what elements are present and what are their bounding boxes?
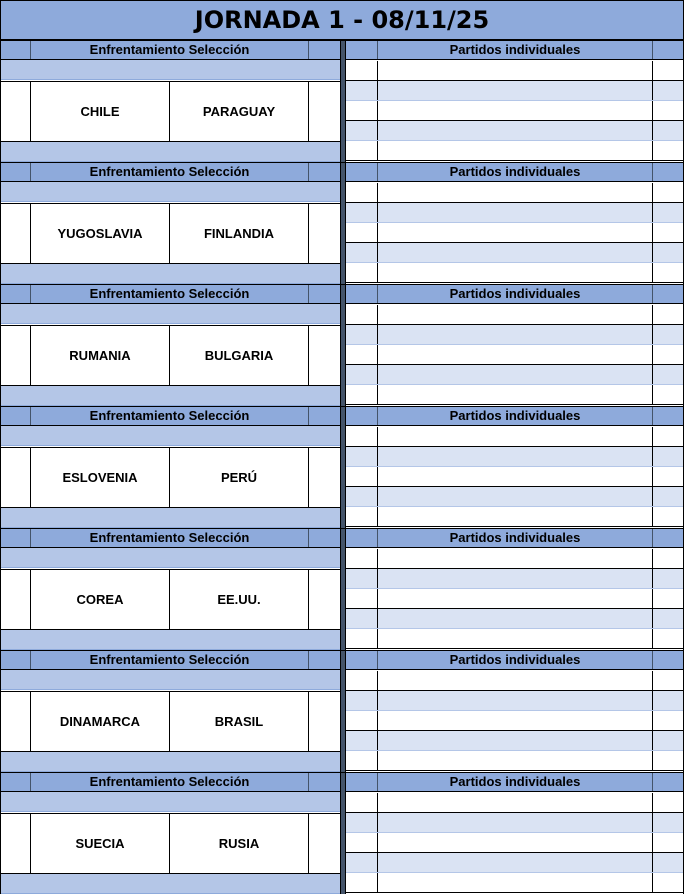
band-row[interactable] — [0, 874, 340, 894]
match-block — [0, 772, 684, 894]
band-row[interactable] — [0, 670, 340, 690]
player-match-cell[interactable] — [378, 853, 653, 872]
header-cell[interactable] — [346, 162, 378, 181]
player-score-cell[interactable] — [653, 223, 683, 242]
selection-header-label: Enfrentamiento Selección — [31, 40, 309, 59]
player-match-cell[interactable] — [378, 793, 653, 812]
header-cell[interactable] — [346, 772, 378, 791]
player-score-cell[interactable] — [346, 81, 378, 100]
player-score-cell[interactable] — [653, 305, 683, 324]
header-cell[interactable] — [309, 40, 340, 59]
score-cell[interactable] — [309, 204, 340, 263]
player-score-cell[interactable] — [653, 385, 683, 404]
individual-match-row — [346, 447, 683, 467]
title-bar — [0, 0, 684, 40]
player-score-cell[interactable] — [346, 427, 378, 446]
individual-header — [346, 650, 683, 670]
player-score-cell[interactable] — [653, 427, 683, 446]
player-match-cell[interactable] — [378, 487, 653, 506]
individual-panel — [346, 284, 684, 406]
individual-header-label: Partidos individuales — [378, 528, 653, 547]
player-score-cell[interactable] — [346, 507, 378, 526]
player-match-cell[interactable] — [378, 629, 653, 648]
away-team-cell[interactable]: FINLANDIA — [170, 204, 309, 263]
individual-header-label: Partidos individuales — [378, 284, 653, 303]
header-cell[interactable] — [0, 528, 31, 547]
selection-header — [0, 772, 340, 792]
individual-panel — [346, 40, 684, 162]
player-match-cell[interactable] — [378, 507, 653, 526]
selection-header-label: Enfrentamiento Selección — [31, 650, 309, 669]
selection-panel — [0, 772, 340, 894]
player-match-cell[interactable] — [378, 467, 653, 486]
header-cell[interactable] — [346, 406, 378, 425]
player-match-cell[interactable] — [378, 325, 653, 344]
player-score-cell[interactable] — [653, 569, 683, 588]
individual-match-row — [346, 385, 683, 405]
score-cell[interactable] — [0, 448, 31, 507]
selection-header-label: Enfrentamiento Selección — [31, 284, 309, 303]
header-cell[interactable] — [0, 650, 31, 669]
player-match-cell[interactable] — [378, 447, 653, 466]
individual-match-row — [346, 243, 683, 263]
header-cell[interactable] — [309, 772, 340, 791]
player-score-cell[interactable] — [346, 609, 378, 628]
player-score-cell[interactable] — [653, 203, 683, 222]
player-score-cell[interactable] — [346, 141, 378, 160]
individual-header-label: Partidos individuales — [378, 40, 653, 59]
match-block — [0, 528, 684, 650]
individual-panel — [346, 162, 684, 284]
individual-match-row — [346, 691, 683, 711]
individual-header — [346, 284, 683, 304]
player-match-cell[interactable] — [378, 549, 653, 568]
selection-header — [0, 284, 340, 304]
individual-panel — [346, 772, 684, 894]
match-row — [0, 81, 340, 142]
player-match-cell[interactable] — [378, 183, 653, 202]
match-row — [0, 691, 340, 752]
header-cell[interactable] — [309, 528, 340, 547]
player-score-cell[interactable] — [346, 691, 378, 710]
individual-header-label: Partidos individuales — [378, 406, 653, 425]
cell-border — [0, 772, 1, 894]
individual-header-label: Partidos individuales — [378, 162, 653, 181]
home-team-cell[interactable]: DINAMARCA — [31, 692, 170, 751]
player-match-cell[interactable] — [378, 711, 653, 730]
individual-header — [346, 40, 683, 60]
score-cell[interactable] — [309, 448, 340, 507]
player-score-cell[interactable] — [653, 325, 683, 344]
header-cell[interactable] — [346, 528, 378, 547]
cell-border — [0, 406, 1, 528]
individual-match-row — [346, 507, 683, 527]
player-score-cell[interactable] — [346, 121, 378, 140]
player-score-cell[interactable] — [346, 873, 378, 892]
individual-match-row — [346, 751, 683, 771]
band-row[interactable] — [0, 548, 340, 568]
header-cell[interactable] — [309, 284, 340, 303]
player-score-cell[interactable] — [653, 447, 683, 466]
match-row — [0, 447, 340, 508]
player-match-cell[interactable] — [378, 101, 653, 120]
header-cell[interactable] — [309, 162, 340, 181]
player-score-cell[interactable] — [653, 813, 683, 832]
player-match-cell[interactable] — [378, 365, 653, 384]
header-cell[interactable] — [346, 650, 378, 669]
individual-match-row — [346, 487, 683, 507]
player-score-cell[interactable] — [346, 467, 378, 486]
score-cell[interactable] — [309, 570, 340, 629]
match-row — [0, 813, 340, 874]
player-score-cell[interactable] — [653, 629, 683, 648]
player-match-cell[interactable] — [378, 61, 653, 80]
page-title: JORNADA 1 - 08/11/25 — [194, 6, 490, 34]
band-row[interactable] — [0, 386, 340, 406]
selection-header-label: Enfrentamiento Selección — [31, 528, 309, 547]
individual-match-row — [346, 833, 683, 853]
individual-match-row — [346, 671, 683, 691]
cell-border — [0, 40, 1, 162]
player-score-cell[interactable] — [346, 731, 378, 750]
player-match-cell[interactable] — [378, 345, 653, 364]
match-row — [0, 325, 340, 386]
header-cell[interactable] — [0, 162, 31, 181]
player-score-cell[interactable] — [653, 853, 683, 872]
row-border — [0, 650, 684, 651]
selection-header — [0, 162, 340, 182]
player-score-cell[interactable] — [653, 751, 683, 770]
player-score-cell[interactable] — [346, 853, 378, 872]
player-match-cell[interactable] — [378, 81, 653, 100]
row-border — [0, 406, 684, 407]
selection-panel — [0, 284, 340, 406]
player-score-cell[interactable] — [346, 487, 378, 506]
away-team-cell[interactable]: PERÚ — [170, 448, 309, 507]
player-score-cell[interactable] — [346, 325, 378, 344]
selection-header — [0, 650, 340, 670]
player-match-cell[interactable] — [378, 305, 653, 324]
band-row[interactable] — [0, 60, 340, 80]
player-match-cell[interactable] — [378, 569, 653, 588]
individual-match-row — [346, 569, 683, 589]
individual-match-row — [346, 365, 683, 385]
selection-header — [0, 40, 340, 60]
player-match-cell[interactable] — [378, 203, 653, 222]
player-match-cell[interactable] — [378, 751, 653, 770]
band-row[interactable] — [0, 304, 340, 324]
individual-match-row — [346, 61, 683, 81]
match-row — [0, 569, 340, 630]
player-score-cell[interactable] — [346, 751, 378, 770]
individual-match-row — [346, 183, 683, 203]
score-cell[interactable] — [0, 814, 31, 873]
individual-match-row — [346, 325, 683, 345]
individual-match-row — [346, 345, 683, 365]
home-team-cell[interactable]: RUMANIA — [31, 326, 170, 385]
player-score-cell[interactable] — [653, 467, 683, 486]
band-row[interactable] — [0, 630, 340, 650]
header-cell[interactable] — [309, 406, 340, 425]
band-row[interactable] — [0, 752, 340, 772]
player-score-cell[interactable] — [346, 589, 378, 608]
row-border — [0, 772, 684, 773]
header-cell[interactable] — [346, 40, 378, 59]
individual-match-row — [346, 629, 683, 649]
player-match-cell[interactable] — [378, 141, 653, 160]
score-cell[interactable] — [0, 82, 31, 141]
individual-header — [346, 406, 683, 426]
away-team-cell[interactable]: PARAGUAY — [170, 82, 309, 141]
away-team-cell[interactable]: BULGARIA — [170, 326, 309, 385]
individual-header — [346, 528, 683, 548]
individual-match-row — [346, 589, 683, 609]
selection-panel — [0, 650, 340, 772]
home-team-cell[interactable]: SUECIA — [31, 814, 170, 873]
player-score-cell[interactable] — [346, 61, 378, 80]
selection-header — [0, 528, 340, 548]
match-block — [0, 650, 684, 772]
player-score-cell[interactable] — [346, 223, 378, 242]
band-row[interactable] — [0, 508, 340, 528]
player-score-cell[interactable] — [653, 873, 683, 892]
player-score-cell[interactable] — [653, 81, 683, 100]
player-score-cell[interactable] — [653, 833, 683, 852]
selection-panel — [0, 162, 340, 284]
individual-match-row — [346, 731, 683, 751]
band-row[interactable] — [0, 264, 340, 284]
selection-header — [0, 406, 340, 426]
individual-match-row — [346, 141, 683, 161]
player-match-cell[interactable] — [378, 263, 653, 282]
row-border — [0, 528, 684, 529]
match-block — [0, 40, 684, 162]
player-score-cell[interactable] — [653, 61, 683, 80]
score-cell[interactable] — [309, 692, 340, 751]
player-score-cell[interactable] — [346, 183, 378, 202]
player-score-cell[interactable] — [653, 365, 683, 384]
header-cell[interactable] — [309, 650, 340, 669]
player-match-cell[interactable] — [378, 873, 653, 892]
player-score-cell[interactable] — [346, 101, 378, 120]
away-team-cell[interactable]: BRASIL — [170, 692, 309, 751]
score-cell[interactable] — [0, 692, 31, 751]
individual-match-row — [346, 609, 683, 629]
band-row[interactable] — [0, 142, 340, 162]
player-score-cell[interactable] — [653, 549, 683, 568]
player-score-cell[interactable] — [346, 305, 378, 324]
player-match-cell[interactable] — [378, 691, 653, 710]
individual-match-row — [346, 711, 683, 731]
row-border — [0, 40, 684, 41]
match-block — [0, 162, 684, 284]
player-score-cell[interactable] — [653, 121, 683, 140]
individual-match-row — [346, 223, 683, 243]
band-row[interactable] — [0, 426, 340, 446]
player-score-cell[interactable] — [653, 507, 683, 526]
player-match-cell[interactable] — [378, 121, 653, 140]
player-score-cell[interactable] — [653, 141, 683, 160]
score-cell[interactable] — [309, 326, 340, 385]
player-match-cell[interactable] — [378, 813, 653, 832]
cell-border — [0, 162, 1, 284]
player-score-cell[interactable] — [346, 345, 378, 364]
header-cell[interactable] — [0, 772, 31, 791]
cell-border — [0, 650, 1, 772]
individual-match-row — [346, 873, 683, 893]
individual-match-row — [346, 813, 683, 833]
player-score-cell[interactable] — [346, 203, 378, 222]
individual-match-row — [346, 203, 683, 223]
player-match-cell[interactable] — [378, 609, 653, 628]
player-score-cell[interactable] — [346, 447, 378, 466]
player-score-cell[interactable] — [653, 589, 683, 608]
home-team-cell[interactable]: CHILE — [31, 82, 170, 141]
individual-match-row — [346, 549, 683, 569]
away-team-cell[interactable]: EE.UU. — [170, 570, 309, 629]
player-score-cell[interactable] — [346, 629, 378, 648]
individual-header-label: Partidos individuales — [378, 650, 653, 669]
player-score-cell[interactable] — [346, 365, 378, 384]
individual-match-row — [346, 793, 683, 813]
player-score-cell[interactable] — [346, 711, 378, 730]
individual-match-row — [346, 101, 683, 121]
individual-panel — [346, 650, 684, 772]
home-team-cell[interactable]: ESLOVENIA — [31, 448, 170, 507]
individual-match-row — [346, 121, 683, 141]
header-cell[interactable] — [0, 40, 31, 59]
player-match-cell[interactable] — [378, 223, 653, 242]
player-score-cell[interactable] — [346, 385, 378, 404]
player-match-cell[interactable] — [378, 671, 653, 690]
individual-match-row — [346, 467, 683, 487]
row-border — [0, 284, 684, 285]
player-score-cell[interactable] — [346, 671, 378, 690]
band-row[interactable] — [0, 792, 340, 812]
cell-border — [0, 528, 1, 650]
player-score-cell[interactable] — [653, 345, 683, 364]
player-score-cell[interactable] — [653, 609, 683, 628]
match-block — [0, 406, 684, 528]
selection-panel — [0, 528, 340, 650]
row-border — [0, 162, 684, 163]
selection-panel — [0, 406, 340, 528]
home-team-cell[interactable]: YUGOSLAVIA — [31, 204, 170, 263]
match-block — [0, 284, 684, 406]
player-score-cell[interactable] — [653, 691, 683, 710]
player-score-cell[interactable] — [653, 671, 683, 690]
individual-match-row — [346, 81, 683, 101]
individual-match-row — [346, 305, 683, 325]
player-score-cell[interactable] — [346, 243, 378, 262]
player-score-cell[interactable] — [653, 183, 683, 202]
player-match-cell[interactable] — [378, 833, 653, 852]
player-score-cell[interactable] — [653, 711, 683, 730]
player-score-cell[interactable] — [346, 813, 378, 832]
individual-header-label: Partidos individuales — [378, 772, 653, 791]
selection-panel — [0, 40, 340, 162]
player-score-cell[interactable] — [653, 263, 683, 282]
selection-header-label: Enfrentamiento Selección — [31, 406, 309, 425]
individual-match-row — [346, 263, 683, 283]
player-score-cell[interactable] — [653, 101, 683, 120]
score-cell[interactable] — [0, 204, 31, 263]
player-score-cell[interactable] — [653, 243, 683, 262]
player-match-cell[interactable] — [378, 589, 653, 608]
player-score-cell[interactable] — [346, 793, 378, 812]
away-team-cell[interactable]: RUSIA — [170, 814, 309, 873]
player-score-cell[interactable] — [346, 263, 378, 282]
score-cell[interactable] — [0, 570, 31, 629]
player-score-cell[interactable] — [346, 833, 378, 852]
player-score-cell[interactable] — [346, 549, 378, 568]
home-team-cell[interactable]: COREA — [31, 570, 170, 629]
individual-match-row — [346, 853, 683, 873]
player-score-cell[interactable] — [653, 487, 683, 506]
individual-panel — [346, 528, 684, 650]
score-cell[interactable] — [309, 82, 340, 141]
player-match-cell[interactable] — [378, 385, 653, 404]
header-cell[interactable] — [346, 284, 378, 303]
header-cell[interactable] — [0, 406, 31, 425]
header-cell[interactable] — [0, 284, 31, 303]
match-row — [0, 203, 340, 264]
player-score-cell[interactable] — [346, 569, 378, 588]
player-match-cell[interactable] — [378, 427, 653, 446]
selection-header-label: Enfrentamiento Selección — [31, 162, 309, 181]
individual-panel — [346, 406, 684, 528]
cell-border — [0, 284, 1, 406]
individual-match-row — [346, 427, 683, 447]
individual-header — [346, 772, 683, 792]
band-row[interactable] — [0, 182, 340, 202]
selection-header-label: Enfrentamiento Selección — [31, 772, 309, 791]
individual-header — [346, 162, 683, 182]
player-match-cell[interactable] — [378, 731, 653, 750]
player-match-cell[interactable] — [378, 243, 653, 262]
score-cell[interactable] — [0, 326, 31, 385]
player-score-cell[interactable] — [653, 731, 683, 750]
score-cell[interactable] — [309, 814, 340, 873]
player-score-cell[interactable] — [653, 793, 683, 812]
